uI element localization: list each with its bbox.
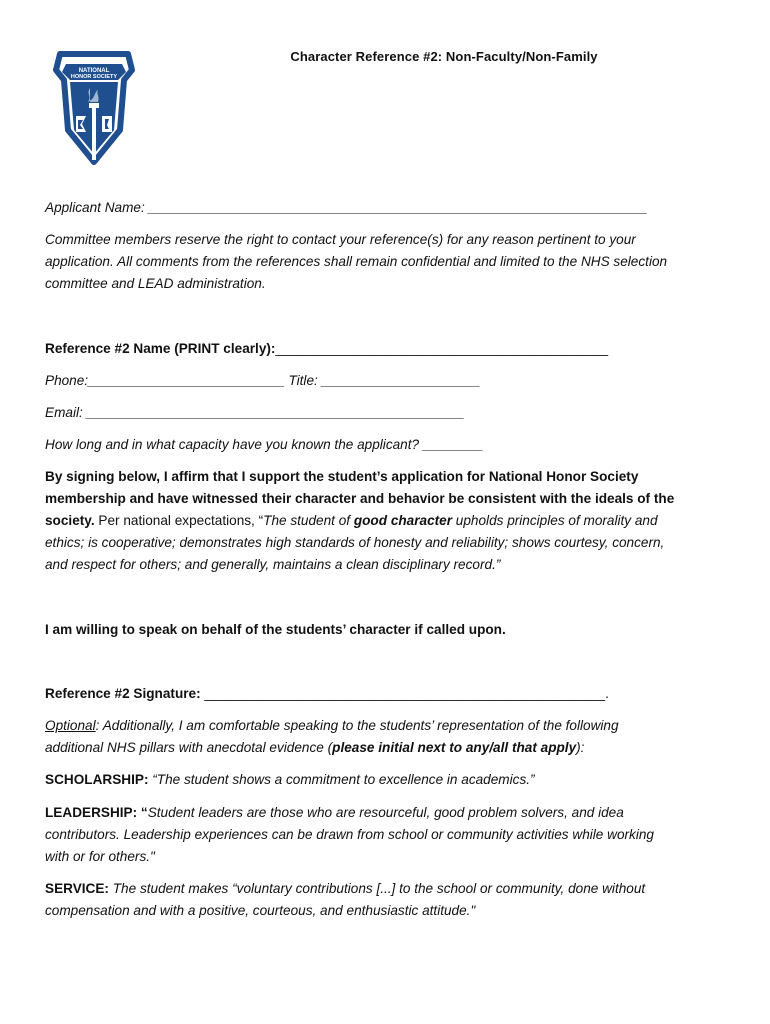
signature-line (45, 683, 609, 705)
phone-title-line (45, 370, 480, 392)
phone-blank[interactable]: __________________________ (88, 373, 285, 388)
title-blank[interactable]: _____________________ (321, 373, 481, 388)
service-line-2: compensation and with a positive, courteous, and enthusiastic attitude." (45, 903, 476, 918)
reference-name-label: Reference #2 Name (PRINT clearly): (45, 341, 276, 356)
email-blank[interactable]: __________________________________________________ (86, 405, 465, 420)
optional-line-2: additional NHS pillars with anecdotal evidence (please initial next to any/all that apply): (45, 740, 585, 755)
notice-line-3: committee and LEAD administration. (45, 276, 266, 291)
affirmation-line-5: and respect for others; and generally, maintains a clean disciplinary record.” (45, 557, 501, 572)
willing-statement: I am willing to speak on behalf of the students’ character if called upon. (45, 622, 506, 637)
duration-line (45, 434, 483, 456)
logo-text-line1: NATIONAL (78, 68, 110, 74)
logo-text-line2: HONOR SOCIETY (70, 74, 118, 80)
email-label: Email: (45, 405, 87, 420)
affirmation-line-2: membership and have witnessed their character and behavior be consistent with the ideals of the (45, 491, 675, 506)
scholarship-line: SCHOLARSHIP: “The student shows a commitment to excellence in academics.” (45, 772, 535, 787)
applicant-name-line: Applicant Name: __________________________________________________________________ (45, 200, 648, 215)
nhs-logo (50, 50, 138, 166)
reference-name-blank[interactable]: ____________________________________________ (275, 341, 609, 356)
notice-line-2: application. All comments from the references shall remain confidential and limited to the NHS selection (45, 254, 668, 269)
phone-label: Phone: (45, 373, 89, 388)
duration-label: How long and in what capacity have you known the applicant? (45, 437, 423, 452)
page-title: Character Reference #2: Non-Faculty/Non-Family (290, 49, 598, 64)
service-label: SERVICE: (45, 881, 113, 896)
leadership-line-2: contributors. Leadership experiences can be drawn from school or community activities while working (45, 827, 654, 842)
leadership-line-3: with or for others." (45, 849, 155, 864)
affirmation-line-1: By signing below, I affirm that I support the student’s application for National Honor Society (45, 469, 639, 484)
scholarship-label: SCHOLARSHIP: (45, 772, 153, 787)
service-line-1: SERVICE: The student makes “voluntary contributions [...] to the school or community, done without (45, 881, 646, 896)
signature-label: Reference #2 Signature: (45, 686, 205, 701)
duration-blank[interactable]: ________ (422, 437, 484, 452)
title-label: Title: (284, 373, 322, 388)
optional-word: Optional (45, 718, 96, 733)
leadership-label: LEADERSHIP: “ (45, 805, 148, 820)
email-line (45, 402, 465, 424)
signature-blank[interactable]: _____________________________________________________. (204, 686, 609, 701)
notice-line-1: Committee members reserve the right to contact your reference(s) for any reason pertinent to your (45, 232, 636, 247)
applicant-name-blank[interactable]: __________________________________________________________________ (148, 200, 648, 215)
applicant-name-label: Applicant Name (45, 200, 141, 215)
reference-name-line (45, 338, 608, 360)
affirmation-line-4: ethics; is cooperative; demonstrates high standards of honesty and reliability; shows courtesy, concern, (45, 535, 665, 550)
optional-line-1: Optional: Additionally, I am comfortable speaking to the students’ representation of the following (45, 718, 619, 733)
affirmation-line-3: society. Per national expectations, “The student of good character upholds principles of morality and (45, 513, 658, 528)
leadership-line-1: LEADERSHIP: “Student leaders are those who are resourceful, good problem solvers, and idea (45, 805, 624, 820)
